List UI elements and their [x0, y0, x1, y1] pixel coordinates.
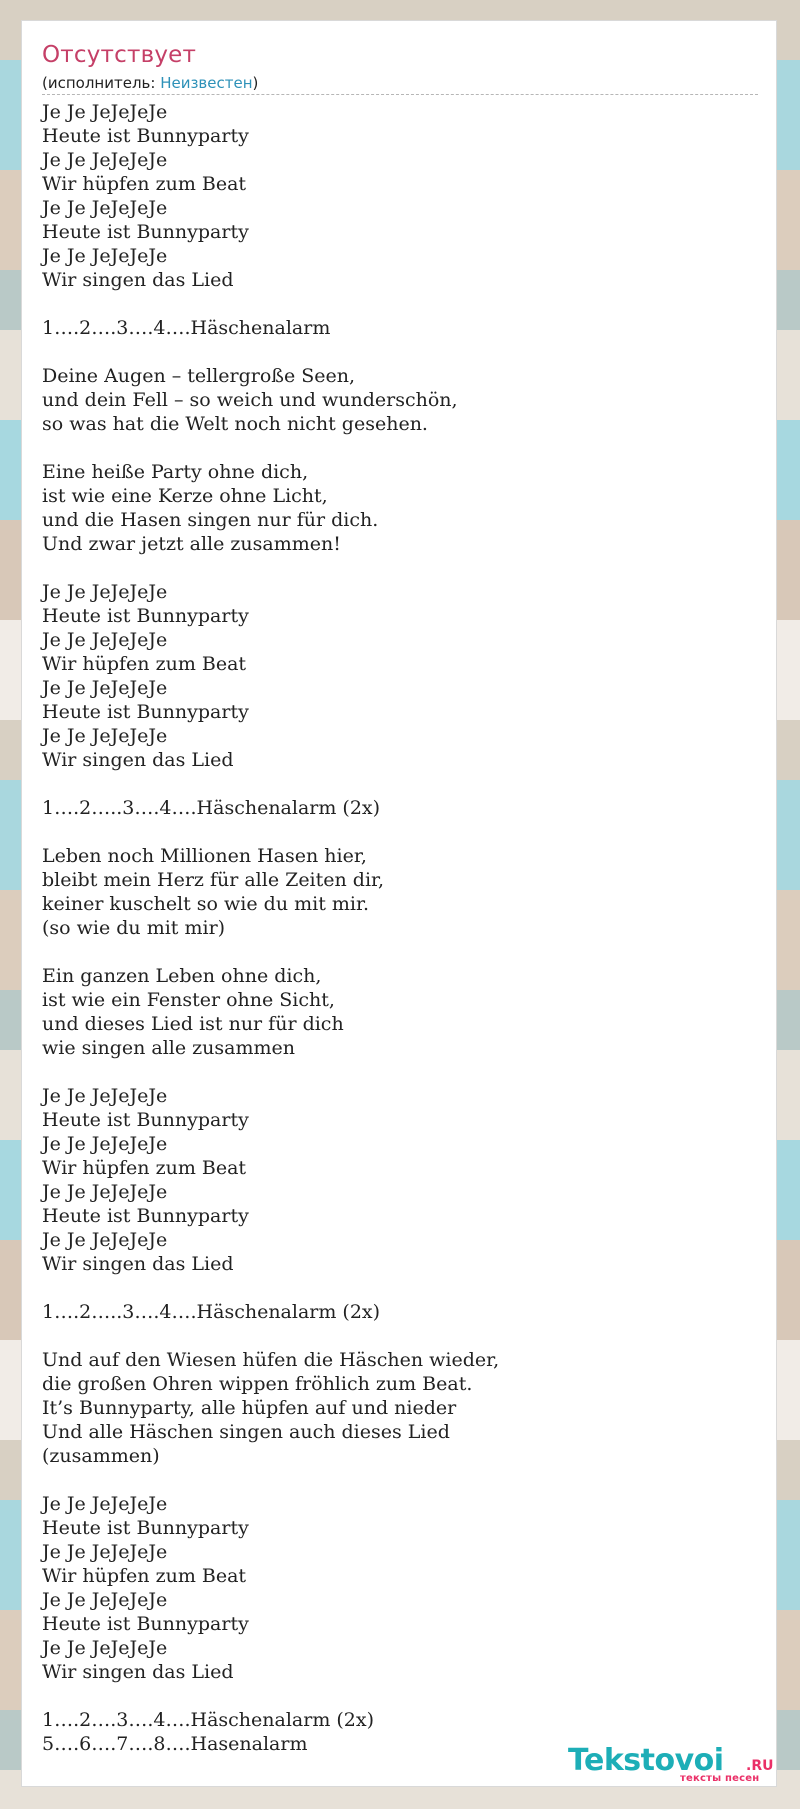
artist-line: [42, 72, 758, 95]
artist-prefix: (исполнитель:: [42, 74, 161, 92]
song-title: Отсутствует: [42, 42, 197, 68]
lyric-line: (so wie du mit mir): [42, 917, 226, 939]
artist-suffix: ): [252, 74, 259, 92]
artist-link[interactable]: Неизвестен: [160, 74, 253, 92]
lyrics-stanza: [42, 1348, 742, 1468]
lyric-line: Je Je JeJeJeJe: [42, 677, 168, 699]
lyrics-stanza: [42, 1084, 742, 1276]
lyrics-stanza: [42, 1300, 742, 1324]
lyric-line: 1….2…..3….4….Häschenalarm (2x): [42, 797, 381, 819]
lyric-line: Je Je JeJeJeJe: [42, 629, 168, 651]
lyric-line: (zusammen): [42, 1445, 160, 1467]
lyric-line: Wir singen das Lied: [42, 749, 234, 771]
lyric-line: die großen Ohren wippen fröhlich zum Beat.: [42, 1373, 473, 1395]
lyric-line: Wir singen das Lied: [42, 269, 234, 291]
lyric-line: It’s Bunnyparty, alle hüpfen auf und nieder: [42, 1397, 457, 1419]
lyric-line: und dein Fell – so weich und wunderschön,: [42, 389, 458, 411]
logo-wordmark: Tekstovoi: [568, 1743, 724, 1778]
lyric-line: wie singen alle zusammen: [42, 1037, 295, 1059]
lyric-line: Je Je JeJeJeJe: [42, 1493, 168, 1515]
lyric-line: so was hat die Welt noch nicht gesehen.: [42, 413, 428, 435]
lyric-line: bleibt mein Herz für alle Zeiten dir,: [42, 869, 385, 891]
lyric-line: ist wie eine Kerze ohne Licht,: [42, 485, 328, 507]
lyric-line: Ein ganzen Leben ohne dich,: [42, 965, 322, 987]
lyric-line: Deine Augen – tellergroße Seen,: [42, 365, 356, 387]
lyrics-stanza: [42, 460, 742, 556]
lyric-line: Je Je JeJeJeJe: [42, 197, 168, 219]
lyric-line: Wir singen das Lied: [42, 1253, 234, 1275]
lyric-line: Je Je JeJeJeJe: [42, 1181, 168, 1203]
lyric-line: Eine heiße Party ohne dich,: [42, 461, 309, 483]
lyric-line: Heute ist Bunnyparty: [42, 1109, 249, 1131]
lyrics-stanza: [42, 580, 742, 772]
lyric-line: Und auf den Wiesen hüfen die Häschen wieder,: [42, 1349, 500, 1371]
lyric-line: Wir hüpfen zum Beat: [42, 1565, 247, 1587]
lyric-line: Wir singen das Lied: [42, 1661, 234, 1683]
lyric-line: Je Je JeJeJeJe: [42, 581, 168, 603]
lyrics-stanza: [42, 964, 742, 1060]
lyric-line: 1….2…..3….4….Häschenalarm (2x): [42, 1301, 381, 1323]
logo-tagline: тексты песен: [680, 1773, 760, 1784]
lyric-line: Je Je JeJeJeJe: [42, 149, 168, 171]
song-page-card: [21, 20, 777, 1787]
logo-tld: .RU: [746, 1758, 774, 1774]
lyrics-stanza: [42, 316, 742, 340]
lyrics-stanza: [42, 844, 742, 940]
lyric-line: Leben noch Millionen Hasen hier,: [42, 845, 367, 867]
lyric-line: Wir hüpfen zum Beat: [42, 1157, 247, 1179]
lyric-line: Je Je JeJeJeJe: [42, 1085, 168, 1107]
lyrics-stanza: [42, 1492, 742, 1684]
lyric-line: 1….2….3….4….Häschenalarm: [42, 317, 331, 339]
lyric-line: und dieses Lied ist nur für dich: [42, 1013, 344, 1035]
lyric-line: Heute ist Bunnyparty: [42, 221, 249, 243]
lyric-line: Heute ist Bunnyparty: [42, 125, 249, 147]
lyric-line: Je Je JeJeJeJe: [42, 1229, 168, 1251]
lyric-line: 1….2….3….4….Häschenalarm (2x): [42, 1709, 375, 1731]
lyrics-stanza: [42, 796, 742, 820]
lyric-line: Und alle Häschen singen auch dieses Lied: [42, 1421, 450, 1443]
lyric-line: 5….6….7….8….Hasenalarm: [42, 1733, 308, 1755]
lyric-line: Wir hüpfen zum Beat: [42, 653, 247, 675]
lyric-line: und die Hasen singen nur für dich.: [42, 509, 379, 531]
lyric-line: Heute ist Bunnyparty: [42, 605, 249, 627]
site-logo[interactable]: [568, 1744, 772, 1788]
lyric-line: Heute ist Bunnyparty: [42, 701, 249, 723]
lyric-line: Je Je JeJeJeJe: [42, 1589, 168, 1611]
lyric-line: Heute ist Bunnyparty: [42, 1205, 249, 1227]
lyric-line: Je Je JeJeJeJe: [42, 1133, 168, 1155]
lyric-line: Je Je JeJeJeJe: [42, 1541, 168, 1563]
lyric-line: Heute ist Bunnyparty: [42, 1517, 249, 1539]
lyric-line: Heute ist Bunnyparty: [42, 1613, 249, 1635]
lyric-line: Und zwar jetzt alle zusammen!: [42, 533, 341, 555]
lyric-line: ist wie ein Fenster ohne Sicht,: [42, 989, 335, 1011]
lyric-line: Je Je JeJeJeJe: [42, 1637, 168, 1659]
lyric-line: Je Je JeJeJeJe: [42, 725, 168, 747]
lyric-line: Wir hüpfen zum Beat: [42, 173, 247, 195]
lyric-line: Je Je JeJeJeJe: [42, 245, 168, 267]
lyrics-text: [42, 100, 742, 1780]
lyric-line: Je Je JeJeJeJe: [42, 101, 168, 123]
lyrics-stanza: [42, 100, 742, 292]
lyric-line: keiner kuschelt so wie du mit mir.: [42, 893, 369, 915]
lyrics-stanza: [42, 364, 742, 436]
